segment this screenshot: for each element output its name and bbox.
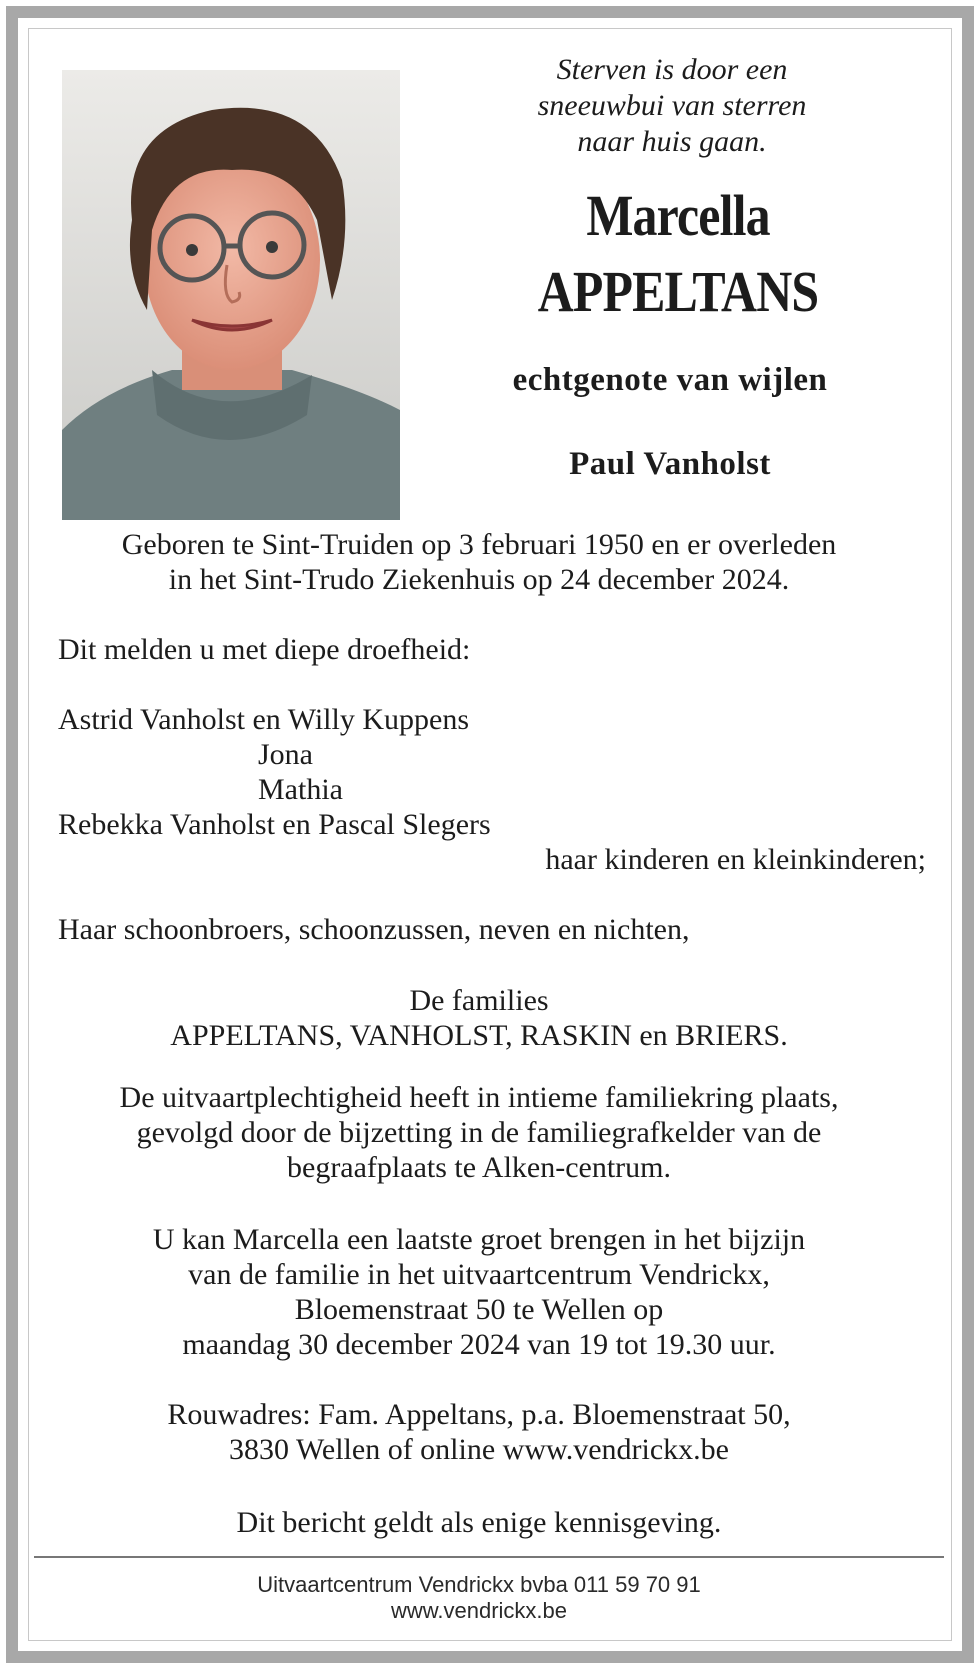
announcement-intro: Dit melden u met diepe droefheid: bbox=[58, 633, 471, 666]
mourning-address-line: 3830 Wellen of online www.vendrickx.be bbox=[229, 1433, 729, 1466]
family-relation: haar kinderen en kleinkinderen; bbox=[545, 843, 926, 876]
farewell-line: Bloemenstraat 50 te Wellen op bbox=[294, 1293, 664, 1326]
families-names: APPELTANS, VANHOLST, RASKIN en BRIERS. bbox=[170, 1019, 788, 1052]
families-heading: De families bbox=[409, 984, 549, 1017]
footer-company: Uitvaartcentrum Vendrickx bvba 011 59 70 91 bbox=[257, 1572, 701, 1597]
family-member: Astrid Vanholst en Willy Kuppens bbox=[58, 703, 470, 736]
birth-death-line: Geboren te Sint-Truiden op 3 februari 1950 en er overleden bbox=[121, 528, 837, 561]
grandchild: Jona bbox=[258, 738, 313, 771]
family-member: Rebekka Vanholst en Pascal Slegers bbox=[58, 808, 491, 841]
mourning-address-line: Rouwadres: Fam. Appeltans, p.a. Bloemenstraat 50, bbox=[167, 1398, 791, 1431]
portrait-photo bbox=[62, 70, 400, 520]
in-laws-line: Haar schoonbroers, schoonzussen, neven en nichten, bbox=[58, 913, 690, 946]
quote-line: sneeuwbui van sterren bbox=[537, 89, 807, 122]
footer-divider bbox=[34, 1556, 944, 1558]
ceremony-line: De uitvaartplechtigheid heeft in intieme familiekring plaats, bbox=[119, 1081, 839, 1114]
notice-line: Dit bericht geldt als enige kennisgeving. bbox=[236, 1506, 722, 1539]
quote-line: Sterven is door een bbox=[556, 53, 788, 86]
spouse-label: echtgenote van wijlen bbox=[512, 362, 828, 398]
quote-line: naar huis gaan. bbox=[577, 125, 767, 158]
birth-death-line: in het Sint-Trudo Ziekenhuis op 24 december 2024. bbox=[168, 563, 790, 596]
farewell-line: maandag 30 december 2024 van 19 tot 19.30 uur. bbox=[182, 1328, 776, 1361]
farewell-line: van de familie in het uitvaartcentrum Vendrickx, bbox=[188, 1258, 770, 1291]
ceremony-line: begraafplaats te Alken-centrum. bbox=[287, 1151, 671, 1184]
footer-website: www.vendrickx.be bbox=[390, 1598, 568, 1623]
spouse-name: Paul Vanholst bbox=[569, 446, 771, 482]
portrait-illustration bbox=[62, 70, 400, 520]
grandchild: Mathia bbox=[258, 773, 343, 806]
farewell-line: U kan Marcella een laatste groet brengen in het bijzijn bbox=[152, 1223, 806, 1256]
ceremony-line: gevolgd door de bijzetting in de familiegrafkelder van de bbox=[136, 1116, 822, 1149]
deceased-first-name: Marcella bbox=[586, 183, 770, 248]
epigraph-quote bbox=[490, 52, 854, 160]
deceased-last-name: APPELTANS bbox=[537, 259, 819, 324]
